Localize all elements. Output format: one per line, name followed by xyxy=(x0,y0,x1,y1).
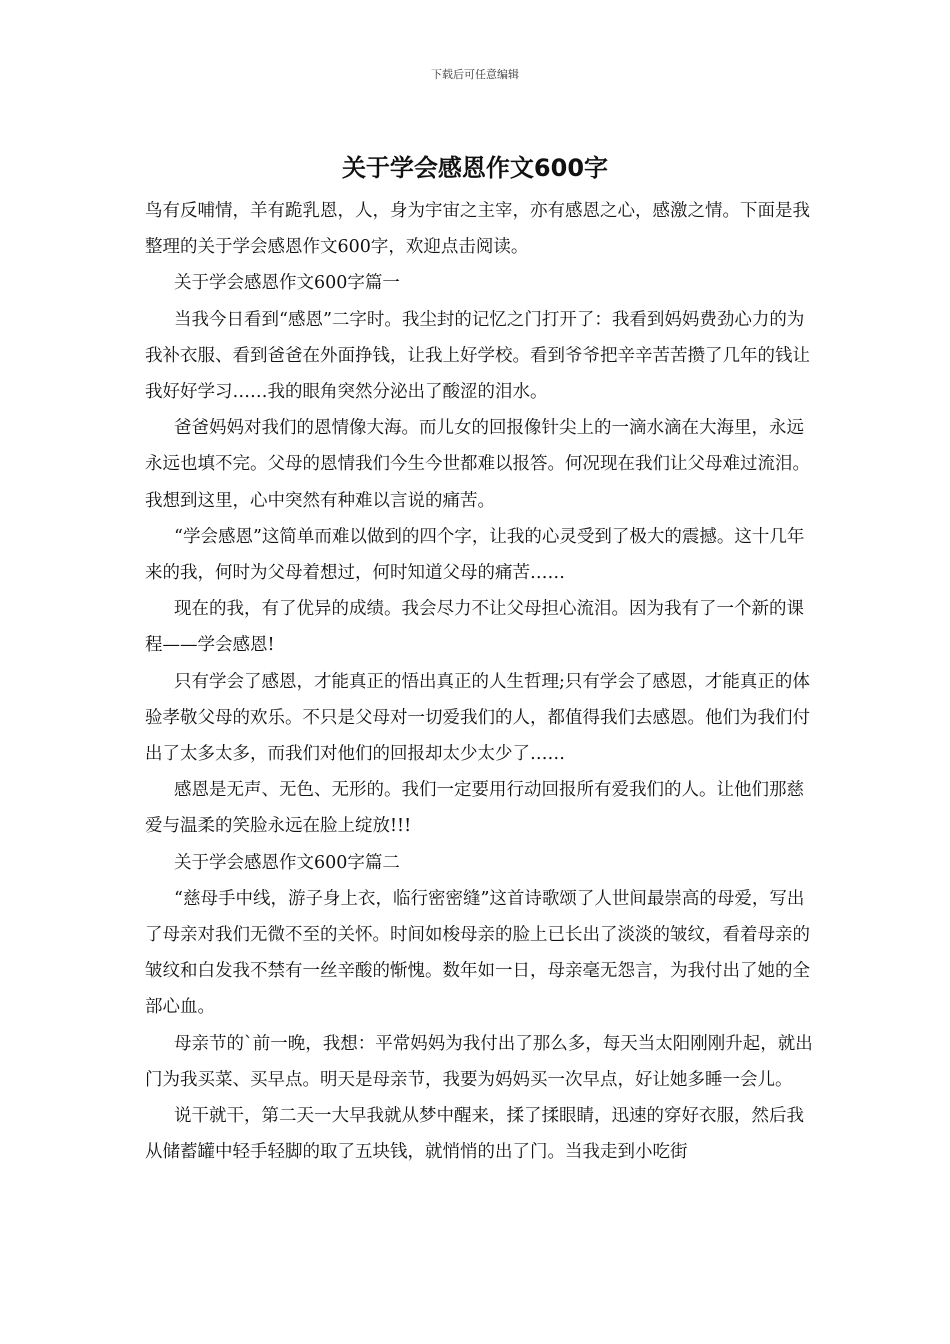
document-title: 关于学会感恩作文600字 xyxy=(341,154,609,182)
paragraph: 当我今日看到“感恩”二字时。我尘封的记忆之门打开了：我看到妈妈费劲心力的为我补衣服、看到爸爸在外面挣钱，让我上好学校。看到爷爷把辛辛苦苦攒了几年的钱让我好好学习……我的眼角突然分泌出了酸涩的泪水。 xyxy=(145,309,810,403)
paragraph: “学会感恩”这简单而难以做到的四个字，让我的心灵受到了极大的震撼。这十几年来的我，何时为父母着想过，何时知道父母的痛苦…… xyxy=(145,526,805,584)
paragraph: “慈母手中线，游子身上衣，临行密密缝”这首诗歌颂了人世间最崇高的母爱，写出了母亲对我们无微不至的关怀。时间如梭母亲的脸上已长出了淡淡的皱纹，看着母亲的皱纹和白发我不禁有一丝辛酸的惭愧。数年如一日，母亲毫无怨言，为我付出了她的全部心血。 xyxy=(145,888,810,1018)
paragraph: 说干就干，第二天一大早我就从梦中醒来，揉了揉眼睛，迅速的穿好衣服，然后我从储蓄罐中轻手轻脚的取了五块钱，就悄悄的出了门。当我走到小吃街 xyxy=(145,1106,804,1163)
section-heading-2: 关于学会感恩作文600字篇二 xyxy=(174,852,400,873)
section-heading-1: 关于学会感恩作文600字篇一 xyxy=(174,273,400,294)
paragraph: 母亲节的`前一晚，我想：平常妈妈为我付出了那么多，每天当太阳刚刚升起，就出门为我买菜、买早点。明天是母亲节，我要为妈妈买一次早点，好让她多睡一会儿。 xyxy=(145,1033,813,1090)
paragraph: 爸爸妈妈对我们的恩情像大海。而儿女的回报像针尖上的一滴水滴在大海里，永远永远也填不完。父母的恩情我们今生今世都难以报答。何况现在我们让父母难过流泪。我想到这里，心中突然有种难以言说的痛苦。 xyxy=(145,418,810,511)
paragraph: 鸟有反哺情，羊有跪乳恩，人，身为宇宙之主宰，亦有感恩之心，感激之情。下面是我整理的关于学会感恩作文600字，欢迎点击阅读。 xyxy=(145,201,810,258)
paragraph: 感恩是无声、无色、无形的。我们一定要用行动回报所有爱我们的人。让他们那慈爱与温柔的笑脸永远在脸上绽放!!! xyxy=(145,780,804,837)
document-body xyxy=(145,193,815,1170)
paragraph: 只有学会了感恩，才能真正的悟出真正的人生哲理;只有学会了感恩，才能真正的体验孝敬父母的欢乐。不只是父母对一切爱我们的人，都值得我们去感恩。他们为我们付出了太多太多，而我们对他们的回报却太少太少了…… xyxy=(145,671,810,765)
paragraph: 现在的我，有了优异的成绩。我会尽力不让父母担心流泪。因为我有了一个新的课程——学会感恩! xyxy=(145,599,804,656)
header-note: 下载后可任意编辑 xyxy=(431,68,519,81)
